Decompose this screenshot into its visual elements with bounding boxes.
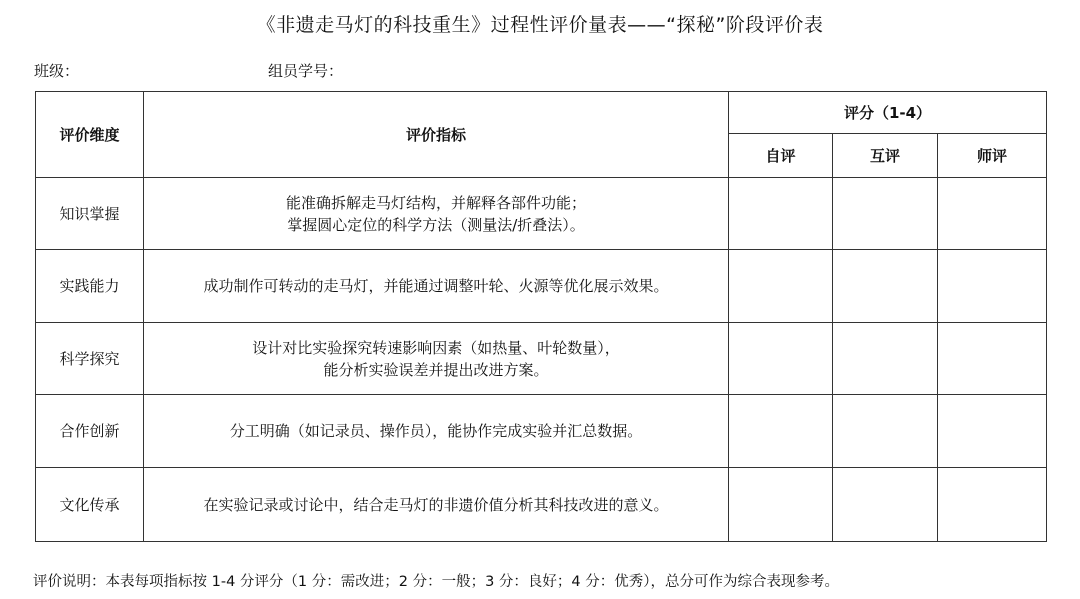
indicator-cell bbox=[144, 468, 729, 542]
dimension-cell: 合作创新 bbox=[36, 395, 144, 468]
class-label: 班级： bbox=[34, 62, 80, 80]
self-score-cell[interactable] bbox=[729, 250, 833, 323]
peer-score-cell[interactable] bbox=[833, 395, 938, 468]
peer-score-cell[interactable] bbox=[833, 250, 938, 323]
dimension-cell: 文化传承 bbox=[36, 468, 144, 542]
evaluation-table bbox=[35, 91, 1047, 542]
teacher-score-cell[interactable] bbox=[938, 395, 1047, 468]
peer-score-cell[interactable] bbox=[833, 178, 938, 250]
indicator-line: 分工明确（如记录员、操作员），能协作完成实验并汇总数据。 bbox=[229, 422, 643, 440]
indicator-line: 能分析实验误差并提出改进方案。 bbox=[323, 360, 549, 379]
indicator-cell bbox=[144, 395, 729, 468]
table-row bbox=[36, 468, 1047, 542]
dimension-cell: 实践能力 bbox=[36, 250, 144, 323]
table-row bbox=[36, 178, 1047, 250]
dimension-cell: 科学探究 bbox=[36, 323, 144, 395]
self-score-cell[interactable] bbox=[729, 178, 833, 250]
indicator-cell bbox=[144, 250, 729, 323]
indicator-line: 成功制作可转动的走马灯，并能通过调整叶轮、火源等优化展示效果。 bbox=[203, 277, 669, 295]
self-score-cell[interactable] bbox=[729, 468, 833, 542]
indicator-line: 能准确拆解走马灯结构，并解释各部件功能； bbox=[285, 193, 586, 212]
teacher-score-cell[interactable] bbox=[938, 323, 1047, 395]
peer-score-cell[interactable] bbox=[833, 323, 938, 395]
page-title: 《非遗走马灯的科技重生》过程性评价量表——“探秘”阶段评价表 bbox=[256, 14, 824, 36]
header-self: 自评 bbox=[729, 134, 833, 178]
evaluation-note: 评价说明：本表每项指标按 1-4 分评分（1 分：需改进；2 分：一般；3 分：良好；4 分：优秀），总分可作为综合表现参考。 bbox=[33, 574, 839, 590]
table-header-row bbox=[36, 92, 1047, 134]
table-row bbox=[36, 395, 1047, 468]
teacher-score-cell[interactable] bbox=[938, 468, 1047, 542]
indicator-cell bbox=[144, 178, 729, 250]
indicator-cell bbox=[144, 323, 729, 395]
header-score: 评分（1-4） bbox=[729, 92, 1047, 134]
peer-score-cell[interactable] bbox=[833, 468, 938, 542]
header-teacher: 师评 bbox=[938, 134, 1047, 178]
header-indicator: 评价指标 bbox=[144, 92, 729, 178]
table-row bbox=[36, 250, 1047, 323]
members-label: 组员学号： bbox=[268, 62, 344, 80]
self-score-cell[interactable] bbox=[729, 323, 833, 395]
dimension-cell: 知识掌握 bbox=[36, 178, 144, 250]
indicator-line: 在实验记录或讨论中，结合走马灯的非遗价值分析其科技改进的意义。 bbox=[203, 495, 669, 514]
teacher-score-cell[interactable] bbox=[938, 250, 1047, 323]
teacher-score-cell[interactable] bbox=[938, 178, 1047, 250]
indicator-line: 设计对比实验探究转速影响因素（如热量、叶轮数量）， bbox=[252, 338, 620, 357]
header-dimension: 评价维度 bbox=[36, 92, 144, 178]
self-score-cell[interactable] bbox=[729, 395, 833, 468]
header-peer: 互评 bbox=[833, 134, 938, 178]
indicator-line: 掌握圆心定位的科学方法（测量法/折叠法）。 bbox=[287, 215, 585, 234]
table-row bbox=[36, 323, 1047, 395]
